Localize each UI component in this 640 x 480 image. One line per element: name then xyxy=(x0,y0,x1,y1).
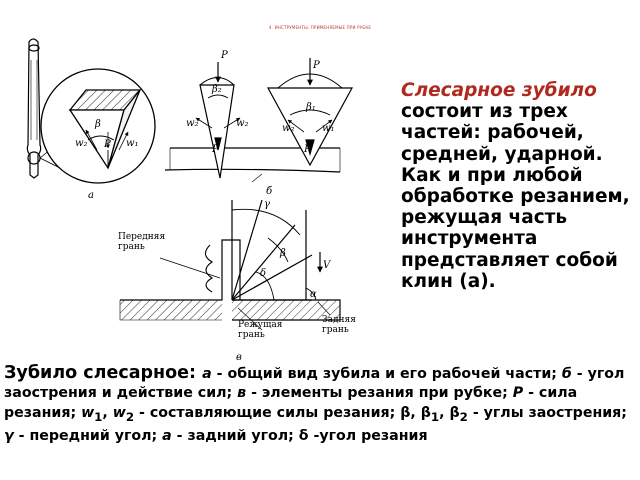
caption-b-key: б xyxy=(561,366,572,382)
caption-w2-sub: 2 xyxy=(125,409,135,424)
delta-label: δ xyxy=(260,268,267,279)
p-label-a: P xyxy=(104,139,111,150)
p-label-b2: P xyxy=(313,60,320,71)
front-face-label: Передняя грань xyxy=(118,232,166,252)
caption-p-key: Р xyxy=(512,385,524,402)
caption-a-text: - общий вид зубила и его рабочей части; xyxy=(211,366,562,382)
cutting-face-label: Режущая грань xyxy=(238,320,283,340)
caption-b1-sub: 1 xyxy=(430,409,440,424)
w2-label-b2: w₂ xyxy=(236,118,249,129)
caption-w1: w xyxy=(81,404,95,421)
caption-w1-sub: 1 xyxy=(94,409,103,424)
caption-head: Зубило слесарное: xyxy=(4,363,203,383)
p-label-b4: P xyxy=(304,144,311,155)
caption-w2: w xyxy=(112,404,126,421)
back-face-label: Задняя грань xyxy=(322,315,356,335)
gamma-label: γ xyxy=(264,199,270,210)
w2-label-b3: w₂ xyxy=(282,123,295,134)
caption-b2-sub: 2 xyxy=(459,409,468,424)
beta-label-a: β xyxy=(95,119,101,130)
fig-a-label: а xyxy=(88,190,94,201)
caption-alpha-key: a xyxy=(162,428,172,445)
caption-gamma-key: γ xyxy=(4,428,14,445)
cutting-elements-figure xyxy=(120,200,340,330)
beta1-label-b: β₁ xyxy=(306,102,316,113)
caption-v-text: - элементы резания при рубке; xyxy=(246,385,513,402)
description-accent: Слесарное зубило xyxy=(401,80,597,101)
description-body: состоит из трех частей: рабочей, средней, ударной. Как и при любой обработке резанием, режущая часть инструмента представляет собой клин (а). xyxy=(401,101,630,292)
caption-b-text: - угол заострения и действие сил; xyxy=(4,366,625,402)
slide-title: 4. ИНСТРУМЕНТЫ, ПРИМЕНЯЕМЫЕ ПРИ РУБКЕ xyxy=(268,25,372,30)
caption-v-key: в xyxy=(237,385,247,402)
caption-beta-mid: , β xyxy=(439,404,460,421)
caption-gamma-text: - передний угол; xyxy=(13,428,163,445)
w1-label-a: w₁ xyxy=(126,138,139,149)
caption-w-rest: - составляющие силы резания; β, β xyxy=(134,404,431,421)
caption-angles-text: - углы заострения; xyxy=(467,404,627,421)
caption-alpha-text: - задний угол; δ -угол резания xyxy=(171,428,428,445)
chisel-figure xyxy=(0,0,400,365)
figure-caption xyxy=(4,364,636,446)
p-label-b1: P xyxy=(221,50,228,61)
fig-b-label: б xyxy=(266,186,273,197)
beta2-label-b: β₂ xyxy=(212,84,222,95)
v-arrow-label: V xyxy=(323,260,331,271)
p-label-b3: P xyxy=(212,144,219,155)
caption-comma: , xyxy=(102,404,113,421)
w2-label-b1: w₂ xyxy=(186,118,199,129)
caption-a-key: а xyxy=(202,366,212,382)
beta-label-v: β xyxy=(280,248,286,259)
fig-v-label: в xyxy=(236,352,242,363)
description-text xyxy=(401,80,637,292)
w2-label-a: w₂ xyxy=(75,138,88,149)
caption-p-text: - сила резания; xyxy=(4,385,578,421)
alpha-label: α xyxy=(310,289,317,300)
w1-label-b: w₁ xyxy=(322,123,335,134)
